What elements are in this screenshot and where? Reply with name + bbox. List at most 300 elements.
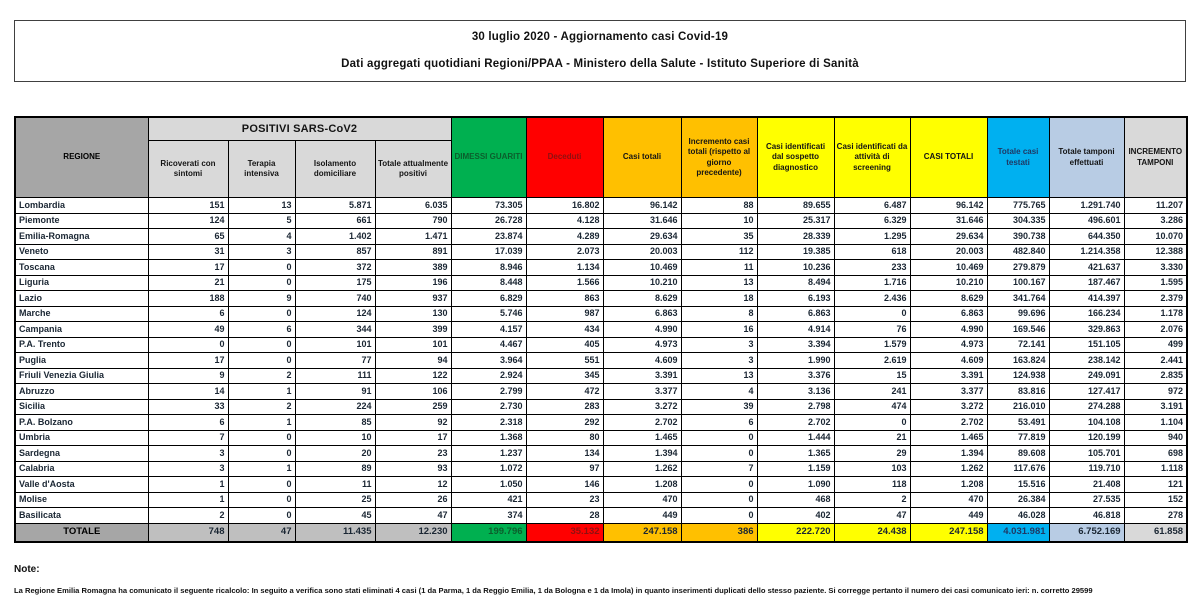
cell-casi-sospetto-diagnostico: 3.394 <box>757 337 834 353</box>
cell-incremento-casi-totali: 3 <box>681 353 757 369</box>
cell-incremento-tamponi: 698 <box>1124 446 1187 462</box>
cell-terapia-intensiva: 1 <box>228 415 295 431</box>
table-row <box>15 430 1187 446</box>
cell-isolamento-domiciliare: 175 <box>295 275 375 291</box>
cell-totale-attualmente-positivi: 1.471 <box>375 229 451 245</box>
cell-deceduti: 80 <box>526 430 603 446</box>
cell-incremento-tamponi: 11.207 <box>1124 198 1187 214</box>
region-name: Emilia-Romagna <box>15 229 148 245</box>
cell-isolamento-domiciliare: 25 <box>295 492 375 508</box>
bulletin-page <box>0 20 1200 595</box>
table-row <box>15 275 1187 291</box>
cell-dimessi-guariti: 73.305 <box>451 198 526 214</box>
cell-terapia-intensiva: 6 <box>228 322 295 338</box>
region-name: Piemonte <box>15 213 148 229</box>
table-row <box>15 461 1187 477</box>
cell-isolamento-domiciliare: 77 <box>295 353 375 369</box>
cell-totale-tamponi-effettuati: 421.637 <box>1049 260 1124 276</box>
cell-ricoverati-con-sintomi: 7 <box>148 430 228 446</box>
cell-ricoverati-con-sintomi: 9 <box>148 368 228 384</box>
cell-incremento-casi-totali: 7 <box>681 461 757 477</box>
cell-casi-totali-caps: 96.142 <box>910 198 987 214</box>
cell-terapia-intensiva: 2 <box>228 368 295 384</box>
cell-casi-sospetto-diagnostico: 468 <box>757 492 834 508</box>
cell-incremento-casi-totali: 0 <box>681 430 757 446</box>
cell-isolamento-domiciliare: 1.402 <box>295 229 375 245</box>
cell-casi-attivita-screening: 118 <box>834 477 910 493</box>
cell-totale-tamponi-effettuati: 274.288 <box>1049 399 1124 415</box>
cell-incremento-tamponi: 2.441 <box>1124 353 1187 369</box>
region-name: Sicilia <box>15 399 148 415</box>
cell-incremento-casi-totali: 39 <box>681 399 757 415</box>
cell-totale-tamponi-effettuati: 249.091 <box>1049 368 1124 384</box>
cell-incremento-tamponi: 1.178 <box>1124 306 1187 322</box>
cell-casi-totali: 4.990 <box>603 322 681 338</box>
cell-totale-attualmente-positivi: 17 <box>375 430 451 446</box>
cell-casi-totali-caps: 10.210 <box>910 275 987 291</box>
region-name: Liguria <box>15 275 148 291</box>
cell-incremento-casi-totali: 35 <box>681 229 757 245</box>
total-dimessi-guariti: 199.796 <box>451 523 526 542</box>
cell-deceduti: 405 <box>526 337 603 353</box>
cell-incremento-tamponi: 1.104 <box>1124 415 1187 431</box>
cell-dimessi-guariti: 421 <box>451 492 526 508</box>
cell-dimessi-guariti: 1.072 <box>451 461 526 477</box>
cell-ricoverati-con-sintomi: 1 <box>148 477 228 493</box>
cell-isolamento-domiciliare: 124 <box>295 306 375 322</box>
cell-isolamento-domiciliare: 89 <box>295 461 375 477</box>
cell-incremento-casi-totali: 13 <box>681 368 757 384</box>
cell-isolamento-domiciliare: 661 <box>295 213 375 229</box>
cell-totale-casi-testati: 163.824 <box>987 353 1049 369</box>
cell-ricoverati-con-sintomi: 3 <box>148 446 228 462</box>
cell-casi-sospetto-diagnostico: 6.863 <box>757 306 834 322</box>
cell-incremento-casi-totali: 0 <box>681 508 757 524</box>
cell-ricoverati-con-sintomi: 6 <box>148 306 228 322</box>
note-text: La Regione Emilia Romagna ha comunicato il seguente ricalcolo: In seguito a verifica sono stati eliminati 4 casi (1 da Parma, 1 da Reggio Emilia, 1 da Bologna e 1 da Imola) in quanto inserimenti duplicati dello stesso paziente. Si corregge pertanto il numero dei casi comunicato ieri: n. corretto 29599 <box>14 585 1093 595</box>
cell-ricoverati-con-sintomi: 6 <box>148 415 228 431</box>
cell-casi-attivita-screening: 1.716 <box>834 275 910 291</box>
cell-incremento-casi-totali: 0 <box>681 492 757 508</box>
table-row <box>15 337 1187 353</box>
cell-isolamento-domiciliare: 91 <box>295 384 375 400</box>
cell-casi-totali: 1.262 <box>603 461 681 477</box>
cell-ricoverati-con-sintomi: 65 <box>148 229 228 245</box>
table-row <box>15 384 1187 400</box>
cell-ricoverati-con-sintomi: 1 <box>148 492 228 508</box>
cell-dimessi-guariti: 1.050 <box>451 477 526 493</box>
col-header-ricoverati-con-sintomi: Ricoverati con sintomi <box>148 141 228 198</box>
region-name: Sardegna <box>15 446 148 462</box>
cell-incremento-tamponi: 2.379 <box>1124 291 1187 307</box>
table-row <box>15 446 1187 462</box>
cell-incremento-tamponi: 12.388 <box>1124 244 1187 260</box>
cell-casi-totali-caps: 10.469 <box>910 260 987 276</box>
cell-totale-casi-testati: 26.384 <box>987 492 1049 508</box>
cell-terapia-intensiva: 0 <box>228 430 295 446</box>
total-casi-totali-caps: 247.158 <box>910 523 987 542</box>
cell-casi-sospetto-diagnostico: 1.090 <box>757 477 834 493</box>
cell-incremento-tamponi: 121 <box>1124 477 1187 493</box>
table-header <box>15 117 1187 198</box>
cell-dimessi-guariti: 4.157 <box>451 322 526 338</box>
cell-casi-sospetto-diagnostico: 28.339 <box>757 229 834 245</box>
cell-dimessi-guariti: 8.946 <box>451 260 526 276</box>
total-casi-attivita-screening: 24.438 <box>834 523 910 542</box>
cell-casi-attivita-screening: 2.619 <box>834 353 910 369</box>
table-row <box>15 260 1187 276</box>
cell-terapia-intensiva: 0 <box>228 446 295 462</box>
total-totale-attualmente-positivi: 12.230 <box>375 523 451 542</box>
region-name: Veneto <box>15 244 148 260</box>
cell-isolamento-domiciliare: 111 <box>295 368 375 384</box>
total-casi-sospetto-diagnostico: 222.720 <box>757 523 834 542</box>
cell-totale-tamponi-effettuati: 46.818 <box>1049 508 1124 524</box>
cell-casi-totali-caps: 1.262 <box>910 461 987 477</box>
cell-casi-totali-caps: 3.272 <box>910 399 987 415</box>
cell-casi-attivita-screening: 474 <box>834 399 910 415</box>
cell-isolamento-domiciliare: 224 <box>295 399 375 415</box>
cell-totale-casi-testati: 46.028 <box>987 508 1049 524</box>
cell-casi-attivita-screening: 0 <box>834 415 910 431</box>
table-row <box>15 368 1187 384</box>
cell-casi-sospetto-diagnostico: 2.798 <box>757 399 834 415</box>
cell-dimessi-guariti: 2.730 <box>451 399 526 415</box>
cell-deceduti: 863 <box>526 291 603 307</box>
cell-totale-casi-testati: 124.938 <box>987 368 1049 384</box>
cell-incremento-casi-totali: 0 <box>681 477 757 493</box>
cell-ricoverati-con-sintomi: 14 <box>148 384 228 400</box>
cell-ricoverati-con-sintomi: 17 <box>148 260 228 276</box>
col-header-terapia-intensiva: Terapia intensiva <box>228 141 295 198</box>
region-name: Basilicata <box>15 508 148 524</box>
cell-totale-casi-testati: 304.335 <box>987 213 1049 229</box>
cell-casi-sospetto-diagnostico: 4.914 <box>757 322 834 338</box>
cell-totale-casi-testati: 775.765 <box>987 198 1049 214</box>
cell-totale-attualmente-positivi: 399 <box>375 322 451 338</box>
cell-incremento-casi-totali: 112 <box>681 244 757 260</box>
cell-casi-attivita-screening: 2 <box>834 492 910 508</box>
cell-totale-attualmente-positivi: 790 <box>375 213 451 229</box>
cell-totale-attualmente-positivi: 93 <box>375 461 451 477</box>
region-name: Valle d'Aosta <box>15 477 148 493</box>
cell-incremento-tamponi: 972 <box>1124 384 1187 400</box>
cell-totale-tamponi-effettuati: 238.142 <box>1049 353 1124 369</box>
report-subtitle: Dati aggregati quotidiani Regioni/PPAA - Ministero della Salute - Istituto Superiore di Sanità <box>341 58 859 70</box>
cell-deceduti: 2.073 <box>526 244 603 260</box>
table-row <box>15 198 1187 214</box>
cell-ricoverati-con-sintomi: 49 <box>148 322 228 338</box>
cell-casi-totali: 449 <box>603 508 681 524</box>
cell-incremento-tamponi: 1.118 <box>1124 461 1187 477</box>
notes-label: Note: <box>14 563 40 575</box>
region-name: Toscana <box>15 260 148 276</box>
cell-casi-sospetto-diagnostico: 89.655 <box>757 198 834 214</box>
cell-deceduti: 1.566 <box>526 275 603 291</box>
cell-dimessi-guariti: 3.964 <box>451 353 526 369</box>
cell-terapia-intensiva: 0 <box>228 260 295 276</box>
cell-totale-casi-testati: 390.738 <box>987 229 1049 245</box>
cell-casi-attivita-screening: 6.487 <box>834 198 910 214</box>
cell-casi-attivita-screening: 1.579 <box>834 337 910 353</box>
col-header-regione: REGIONE <box>15 117 148 198</box>
cell-incremento-casi-totali: 11 <box>681 260 757 276</box>
cell-ricoverati-con-sintomi: 31 <box>148 244 228 260</box>
title-box <box>14 20 1186 82</box>
cell-casi-totali: 1.208 <box>603 477 681 493</box>
cell-terapia-intensiva: 2 <box>228 399 295 415</box>
cell-dimessi-guariti: 1.237 <box>451 446 526 462</box>
cell-casi-totali: 20.003 <box>603 244 681 260</box>
cell-casi-totali-caps: 470 <box>910 492 987 508</box>
cell-ricoverati-con-sintomi: 2 <box>148 508 228 524</box>
cell-dimessi-guariti: 2.318 <box>451 415 526 431</box>
table-row <box>15 322 1187 338</box>
col-header-casi-attivita-screening: Casi identificati da attività di screening <box>834 117 910 198</box>
col-header-deceduti: Deceduti <box>526 117 603 198</box>
table-body <box>15 198 1187 524</box>
cell-dimessi-guariti: 6.829 <box>451 291 526 307</box>
cell-casi-attivita-screening: 1.295 <box>834 229 910 245</box>
cell-totale-tamponi-effettuati: 151.105 <box>1049 337 1124 353</box>
region-name: Lombardia <box>15 198 148 214</box>
cell-deceduti: 345 <box>526 368 603 384</box>
cell-isolamento-domiciliare: 101 <box>295 337 375 353</box>
cell-terapia-intensiva: 1 <box>228 461 295 477</box>
cell-terapia-intensiva: 0 <box>228 275 295 291</box>
table-row <box>15 291 1187 307</box>
table-row <box>15 306 1187 322</box>
cell-dimessi-guariti: 2.799 <box>451 384 526 400</box>
cell-incremento-casi-totali: 6 <box>681 415 757 431</box>
cell-dimessi-guariti: 5.746 <box>451 306 526 322</box>
cell-totale-tamponi-effettuati: 127.417 <box>1049 384 1124 400</box>
cell-deceduti: 551 <box>526 353 603 369</box>
cell-casi-totali: 3.272 <box>603 399 681 415</box>
cell-casi-totali-caps: 8.629 <box>910 291 987 307</box>
region-name: Friuli Venezia Giulia <box>15 368 148 384</box>
cell-ricoverati-con-sintomi: 33 <box>148 399 228 415</box>
cell-casi-totali: 2.702 <box>603 415 681 431</box>
cell-casi-sospetto-diagnostico: 3.136 <box>757 384 834 400</box>
col-header-totale-attualmente-positivi: Totale attualmente positivi <box>375 141 451 198</box>
cell-totale-tamponi-effettuati: 414.397 <box>1049 291 1124 307</box>
table-row <box>15 244 1187 260</box>
cell-casi-totali: 4.609 <box>603 353 681 369</box>
col-header-totale-casi-testati: Totale casi testati <box>987 117 1049 198</box>
cell-deceduti: 1.134 <box>526 260 603 276</box>
cell-totale-casi-testati: 99.696 <box>987 306 1049 322</box>
cell-casi-attivita-screening: 15 <box>834 368 910 384</box>
cell-casi-attivita-screening: 21 <box>834 430 910 446</box>
cell-totale-tamponi-effettuati: 329.863 <box>1049 322 1124 338</box>
cell-casi-attivita-screening: 233 <box>834 260 910 276</box>
cell-casi-totali-caps: 4.609 <box>910 353 987 369</box>
report-title: 30 luglio 2020 - Aggiornamento casi Covid-19 <box>471 31 729 43</box>
cell-totale-tamponi-effettuati: 1.291.740 <box>1049 198 1124 214</box>
cell-totale-attualmente-positivi: 259 <box>375 399 451 415</box>
cell-totale-attualmente-positivi: 122 <box>375 368 451 384</box>
cell-incremento-tamponi: 2.835 <box>1124 368 1187 384</box>
cell-terapia-intensiva: 1 <box>228 384 295 400</box>
cell-deceduti: 134 <box>526 446 603 462</box>
cell-totale-tamponi-effettuati: 119.710 <box>1049 461 1124 477</box>
cell-isolamento-domiciliare: 5.871 <box>295 198 375 214</box>
cell-dimessi-guariti: 23.874 <box>451 229 526 245</box>
cell-totale-attualmente-positivi: 92 <box>375 415 451 431</box>
cell-ricoverati-con-sintomi: 188 <box>148 291 228 307</box>
table-row <box>15 213 1187 229</box>
cell-totale-casi-testati: 77.819 <box>987 430 1049 446</box>
cell-totale-attualmente-positivi: 26 <box>375 492 451 508</box>
cell-dimessi-guariti: 8.448 <box>451 275 526 291</box>
cell-casi-totali-caps: 1.394 <box>910 446 987 462</box>
cell-terapia-intensiva: 0 <box>228 477 295 493</box>
cell-casi-attivita-screening: 76 <box>834 322 910 338</box>
col-header-totale-tamponi-effettuati: Totale tamponi effettuati <box>1049 117 1124 198</box>
cell-casi-attivita-screening: 47 <box>834 508 910 524</box>
cell-deceduti: 146 <box>526 477 603 493</box>
cell-totale-casi-testati: 117.676 <box>987 461 1049 477</box>
cell-isolamento-domiciliare: 85 <box>295 415 375 431</box>
cell-totale-casi-testati: 216.010 <box>987 399 1049 415</box>
cell-casi-totali: 31.646 <box>603 213 681 229</box>
cell-casi-sospetto-diagnostico: 3.376 <box>757 368 834 384</box>
col-header-incremento-casi-totali: Incremento casi totali (rispetto al giorno precedente) <box>681 117 757 198</box>
cell-ricoverati-con-sintomi: 17 <box>148 353 228 369</box>
cell-casi-totali-caps: 4.973 <box>910 337 987 353</box>
total-incremento-casi-totali: 386 <box>681 523 757 542</box>
cell-deceduti: 28 <box>526 508 603 524</box>
cell-totale-tamponi-effettuati: 104.108 <box>1049 415 1124 431</box>
total-casi-totali: 247.158 <box>603 523 681 542</box>
region-name: Calabria <box>15 461 148 477</box>
cell-deceduti: 987 <box>526 306 603 322</box>
region-name: Molise <box>15 492 148 508</box>
cell-totale-casi-testati: 341.764 <box>987 291 1049 307</box>
covid-data-table <box>14 116 1188 543</box>
table-row <box>15 492 1187 508</box>
cell-terapia-intensiva: 4 <box>228 229 295 245</box>
cell-terapia-intensiva: 0 <box>228 508 295 524</box>
cell-incremento-tamponi: 3.330 <box>1124 260 1187 276</box>
cell-casi-attivita-screening: 0 <box>834 306 910 322</box>
region-name: Campania <box>15 322 148 338</box>
cell-isolamento-domiciliare: 344 <box>295 322 375 338</box>
cell-casi-totali-caps: 29.634 <box>910 229 987 245</box>
cell-casi-totali: 10.210 <box>603 275 681 291</box>
cell-dimessi-guariti: 4.467 <box>451 337 526 353</box>
total-row <box>15 523 1187 542</box>
col-header-dimessi-guariti: DIMESSI GUARITI <box>451 117 526 198</box>
cell-incremento-tamponi: 2.076 <box>1124 322 1187 338</box>
cell-totale-attualmente-positivi: 130 <box>375 306 451 322</box>
cell-casi-totali: 6.863 <box>603 306 681 322</box>
cell-isolamento-domiciliare: 11 <box>295 477 375 493</box>
cell-incremento-tamponi: 940 <box>1124 430 1187 446</box>
cell-incremento-tamponi: 278 <box>1124 508 1187 524</box>
col-header-incremento-tamponi: INCREMENTO TAMPONI <box>1124 117 1187 198</box>
cell-casi-totali-caps: 449 <box>910 508 987 524</box>
cell-casi-sospetto-diagnostico: 402 <box>757 508 834 524</box>
cell-casi-sospetto-diagnostico: 19.385 <box>757 244 834 260</box>
cell-incremento-casi-totali: 0 <box>681 446 757 462</box>
total-isolamento-domiciliare: 11.435 <box>295 523 375 542</box>
cell-terapia-intensiva: 13 <box>228 198 295 214</box>
cell-casi-totali: 4.973 <box>603 337 681 353</box>
cell-totale-attualmente-positivi: 94 <box>375 353 451 369</box>
cell-incremento-casi-totali: 16 <box>681 322 757 338</box>
total-totale-tamponi-effettuati: 6.752.169 <box>1049 523 1124 542</box>
cell-casi-attivita-screening: 618 <box>834 244 910 260</box>
cell-casi-totali-caps: 1.465 <box>910 430 987 446</box>
col-header-isolamento-domiciliare: Isolamento domiciliare <box>295 141 375 198</box>
cell-terapia-intensiva: 0 <box>228 306 295 322</box>
cell-casi-sospetto-diagnostico: 1.444 <box>757 430 834 446</box>
cell-totale-casi-testati: 53.491 <box>987 415 1049 431</box>
cell-incremento-tamponi: 3.286 <box>1124 213 1187 229</box>
cell-incremento-tamponi: 3.191 <box>1124 399 1187 415</box>
table-row <box>15 508 1187 524</box>
cell-casi-sospetto-diagnostico: 25.317 <box>757 213 834 229</box>
cell-ricoverati-con-sintomi: 0 <box>148 337 228 353</box>
cell-casi-attivita-screening: 241 <box>834 384 910 400</box>
cell-dimessi-guariti: 17.039 <box>451 244 526 260</box>
cell-incremento-casi-totali: 88 <box>681 198 757 214</box>
cell-totale-tamponi-effettuati: 496.601 <box>1049 213 1124 229</box>
cell-isolamento-domiciliare: 20 <box>295 446 375 462</box>
cell-totale-attualmente-positivi: 47 <box>375 508 451 524</box>
cell-casi-totali-caps: 20.003 <box>910 244 987 260</box>
cell-totale-casi-testati: 89.608 <box>987 446 1049 462</box>
cell-totale-casi-testati: 83.816 <box>987 384 1049 400</box>
cell-deceduti: 4.289 <box>526 229 603 245</box>
cell-incremento-tamponi: 499 <box>1124 337 1187 353</box>
cell-isolamento-domiciliare: 372 <box>295 260 375 276</box>
cell-casi-sospetto-diagnostico: 1.990 <box>757 353 834 369</box>
cell-totale-attualmente-positivi: 196 <box>375 275 451 291</box>
col-group-positivi-sars-cov2: POSITIVI SARS-CoV2 <box>148 117 451 141</box>
cell-dimessi-guariti: 26.728 <box>451 213 526 229</box>
cell-incremento-casi-totali: 13 <box>681 275 757 291</box>
cell-deceduti: 283 <box>526 399 603 415</box>
cell-totale-tamponi-effettuati: 21.408 <box>1049 477 1124 493</box>
cell-casi-totali: 10.469 <box>603 260 681 276</box>
table-row <box>15 415 1187 431</box>
cell-terapia-intensiva: 0 <box>228 492 295 508</box>
cell-terapia-intensiva: 5 <box>228 213 295 229</box>
cell-terapia-intensiva: 3 <box>228 244 295 260</box>
cell-totale-attualmente-positivi: 106 <box>375 384 451 400</box>
cell-casi-totali-caps: 2.702 <box>910 415 987 431</box>
cell-casi-totali: 8.629 <box>603 291 681 307</box>
cell-casi-sospetto-diagnostico: 10.236 <box>757 260 834 276</box>
cell-deceduti: 292 <box>526 415 603 431</box>
region-name: P.A. Bolzano <box>15 415 148 431</box>
cell-totale-attualmente-positivi: 389 <box>375 260 451 276</box>
cell-ricoverati-con-sintomi: 151 <box>148 198 228 214</box>
total-incremento-tamponi: 61.858 <box>1124 523 1187 542</box>
cell-incremento-tamponi: 1.595 <box>1124 275 1187 291</box>
cell-casi-totali: 29.634 <box>603 229 681 245</box>
cell-incremento-casi-totali: 4 <box>681 384 757 400</box>
cell-casi-totali-caps: 3.391 <box>910 368 987 384</box>
cell-casi-totali-caps: 4.990 <box>910 322 987 338</box>
region-name: Abruzzo <box>15 384 148 400</box>
cell-totale-tamponi-effettuati: 187.467 <box>1049 275 1124 291</box>
cell-casi-totali: 1.465 <box>603 430 681 446</box>
table-row <box>15 399 1187 415</box>
